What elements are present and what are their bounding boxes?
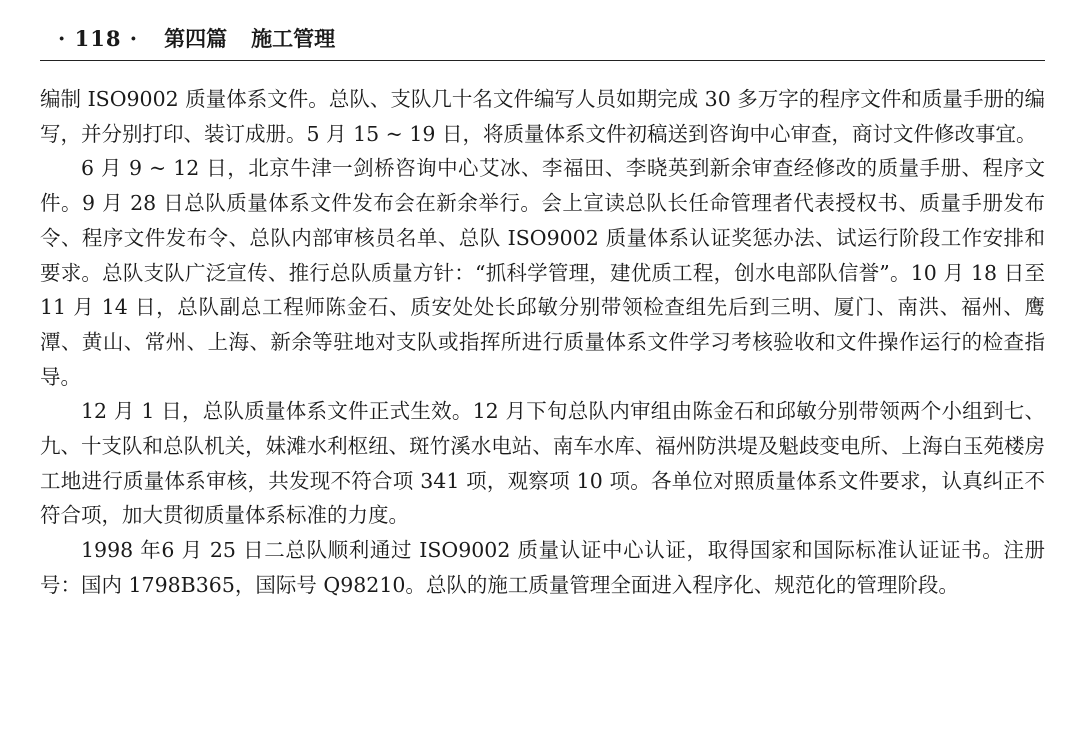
paragraph-continued: 编制 ISO9002 质量体系文件。总队、支队几十名文件编写人员如期完成 30 多万字的程序文件和质量手册的编写，并分别打印、装订成册。5 月 15 ~ 19 日，将质量体系文件初稿送到咨询中心审查，商讨文件修改事宜。: [40, 87, 1045, 146]
body-text: [40, 82, 1045, 603]
paragraph: 12 月 1 日，总队质量体系文件正式生效。12 月下旬总队内审组由陈金石和邱敏分别带领两个小组到七、九、十支队和总队机关，妹滩水利枢纽、斑竹溪水电站、南车水库、福州防洪堤及魁歧变电所、上海白玉苑楼房工地进行质量体系审核，共发现不符合项 341 项，观察项 10 项。各单位对照质量体系文件要求，认真纠正不符合项，加大贯彻质量体系标准的力度。: [40, 399, 1045, 528]
paragraph: 6 月 9 ~ 12 日，北京牛津一剑桥咨询中心艾冰、李福田、李晓英到新余审查经修改的质量手册、程序文件。9 月 28 日总队质量体系文件发布会在新余举行。会上宣读总队长任命管理者代表授权书、质量手册发布令、程序文件发布令、总队内部审核员名单、总队 ISO9002 质量体系认证奖惩办法、试运行阶段工作安排和要求。总队支队广泛宣传、推行总队质量方针：“抓科学管理，建优质工程，创水电部队信誉”。10 月 18 日至 11 月 14 日，总队副总工程师陈金石、质安处处长邱敏分别带领检查组先后到三明、厦门、南洪、福州、鹰潭、黄山、常州、上海、新余等驻地对支队或指挥所进行质量体系文件学习考核验收和文件操作运行的检查指导。: [40, 156, 1045, 389]
paragraph: 1998 年6 月 25 日二总队顺利通过 ISO9002 质量认证中心认证，取得国家和国际标准认证证书。注册号：国内 1798B365，国际号 Q98210。总队的施工质量管理全面进入程序化、规范化的管理阶段。: [40, 538, 1045, 597]
page-number: · 118 ·: [58, 25, 139, 51]
part-title: 第四篇: [164, 26, 228, 51]
chapter-title: 施工管理: [251, 26, 336, 51]
header-rule: [40, 60, 1045, 61]
running-header: [58, 20, 1043, 56]
